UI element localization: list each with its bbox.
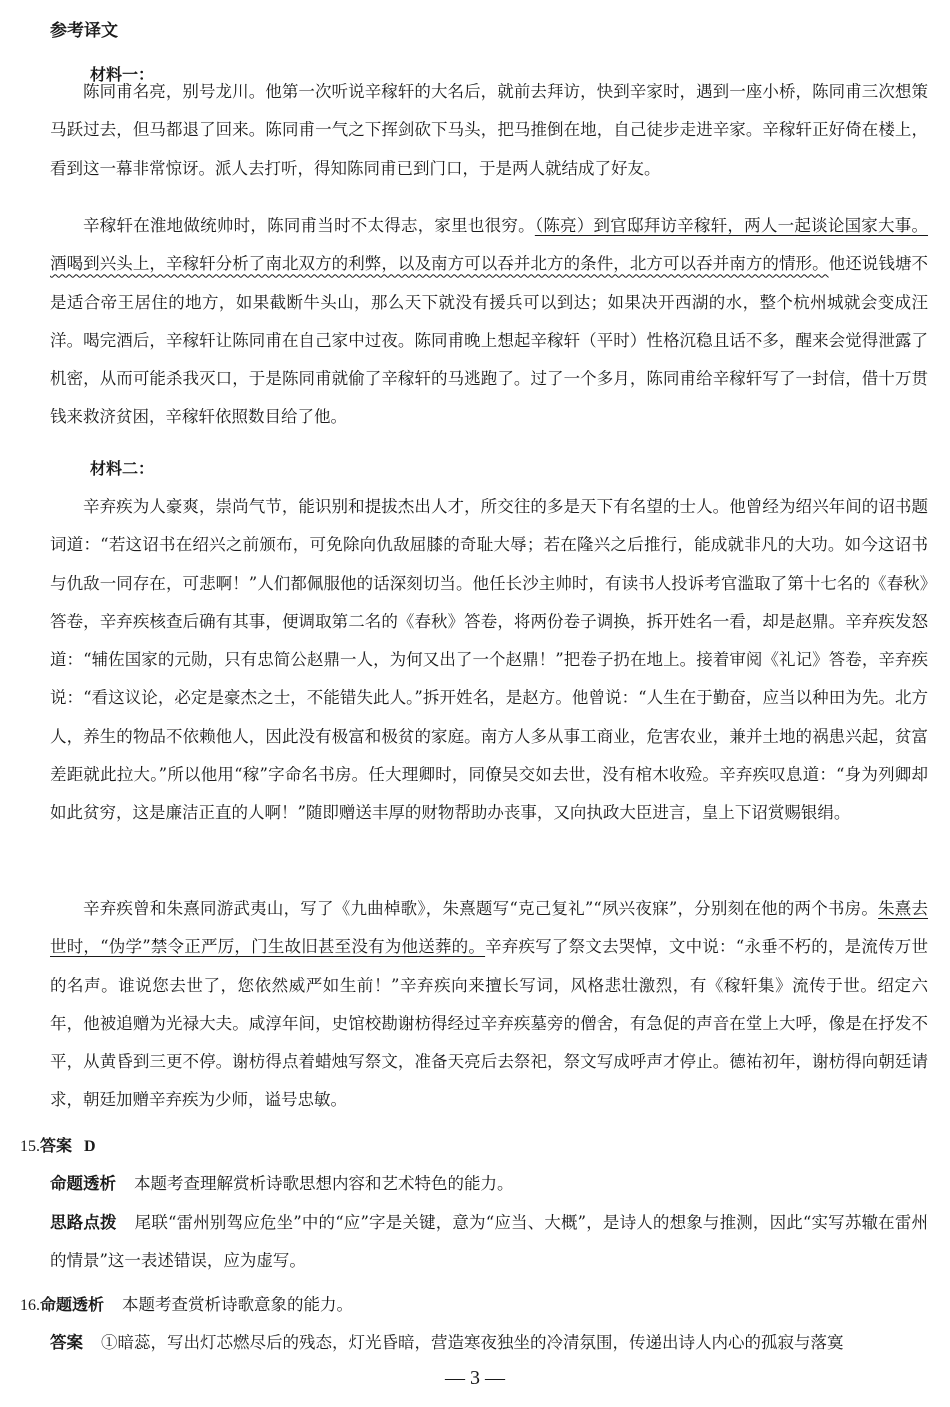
material-one-paragraph-1: 陈同甫名亮，别号龙川。他第一次听说辛稼轩的大名后，就前去拜访，快到辛家时，遇到一座小桥，陈同甫三次想策马跃过去，但马都退了回来。陈同甫一气之下挥剑砍下马头，把马推倒在地，自己徒步走进辛家。辛稼轩正好倚在楼上，看到这一幕非常惊讶。派人去打听，得知陈同甫已到门口，于是两人就结成了好友。 [50,82,928,178]
material-one-paragraph-2 [50,207,928,437]
question-number: 15. [20,1138,40,1155]
analysis-label: 命题透析 [50,1174,116,1193]
question-16-answer [50,1324,928,1362]
material-two-paragraph-1: 辛弃疾为人豪爽，崇尚气节，能识别和提拔杰出人才，所交往的多是天下有名望的士人。他曾经为绍兴年间的诏书题词道：“若这诏书在绍兴之前颁布，可免除向仇敌屈膝的奇耻大辱；若在隆兴之后推行，能成就非凡的大功。如今这诏书与仇敌一同存在，可悲啊！”人们都佩服他的话深刻切当。他任长沙主帅时，有读书人投诉考官滥取了第十七名的《春秋》答卷，辛弃疾核查后确有其事，便调取第二名的《春秋》答卷，将两份卷子调换，拆开姓名一看，却是赵鼎。辛弃疾发怒道：“辅佐国家的元勋，只有忠简公赵鼎一人，为何又出了一个赵鼎！”把卷子扔在地上。接着审阅《礼记》答卷，辛弃疾说：“看这议论，必定是豪杰之士，不能错失此人。”拆开姓名，是赵方。他曾说：“人生在于勤奋，应当以种田为先。北方人，养生的物品不依赖他人，因此没有极富和极贫的家庭。南方人多从事工商业，危害农业，兼并土地的祸患兴起，贫富差距就此拉大。”所以他用“稼”字命名书房。任大理卿时，同僚吴交如去世，没有棺木收殓。辛弃疾叹息道：“身为列卿却如此贫穷，这是廉洁正直的人啊！”随即赠送丰厚的财物帮助办丧事，又向执政大臣进言，皇上下诏赏赐银绢。 [50,497,928,823]
question-15-analysis [50,1165,928,1203]
section-heading: 参考译文 [50,21,118,41]
page-number: — 3 — [445,1367,505,1389]
hint-label: 思路点拨 [50,1213,117,1232]
text-run: 辛弃疾写了祭文去哭悼，文中说：“永垂不朽的，是流传万世的名声。谁说您去世了，您依然威严如生前！”辛弃疾向来擅长写词，风格悲壮激烈，有《稼轩集》流传于世。绍定六年，他被追赠为光禄大夫。咸淳年间，史馆校勘谢枋得经过辛弃疾墓旁的僧舍，有急促的声音在堂上大呼，像是在抒发不平，从黄昏到三更不停。谢枋得点着蜡烛写祭文，准备天亮后去祭祀，祭文写成呼声才停止。德祐初年，谢枋得向朝廷请求，朝廷加赠辛弃疾为少师，谥号忠敏。 [50,937,929,1110]
text-run: 辛稼轩在淮地做统帅时，陈同甫当时不太得志，家里也很穷。 [83,216,535,235]
text-run: 他还说钱塘不是适合帝王居住的地方，如果截断牛头山，那么天下就没有援兵可以到达；如果决开西湖的水，整个杭州城就会变成汪洋。喝完酒后，辛稼轩让陈同甫在自己家中过夜。陈同甫晚上想起辛稼轩（平时）性格沉稳且话不多，醒来会觉得泄露了机密，从而可能杀我灭口，于是陈同甫就偷了辛稼轩的马逃跑了。过了一个多月，陈同甫给辛稼轩写了一封信，借十万贯钱来救济贫困，辛稼轩依照数目给了他。 [50,254,929,427]
underlined-sentence: （陈亮）到官邸拜访辛稼轩，两人一起谈论国家大事。 [534,216,929,235]
analysis-text: 本题考查理解赏析诗歌思想内容和艺术特色的能力。 [134,1174,514,1193]
answer-text: ①暗蕊，写出灯芯燃尽后的残态，灯光昏暗，营造寒夜独坐的冷清氛围，传递出诗人内心的孤寂与落寞 [101,1333,844,1352]
hint-text: 尾联“雷州别驾应危坐”中的“应”字是关键，意为“应当、大概”，是诗人的想象与推测，因此“实写苏辙在雷州的情景”这一表述错误，应为虚写。 [50,1213,928,1271]
answer-label: 答案 [40,1136,73,1155]
wavy-underlined-sentence: 酒喝到兴头上，辛稼轩分析了南北双方的利弊，以及南方可以吞并北方的条件，北方可以吞并南方的情形。 [50,254,829,274]
material-one-title: 材料一： [90,65,155,84]
analysis-label: 命题透析 [40,1295,105,1314]
analysis-text: 本题考查赏析诗歌意象的能力。 [122,1295,354,1314]
question-16-analysis-line [20,1286,353,1325]
answer-label: 答案 [50,1333,83,1352]
question-15-answer-line [20,1127,96,1166]
underlined-sentence: 朱熹去世时，“伪学”禁令正严厉，门生故旧甚至没有为他送葬的。 [50,899,928,957]
question-number: 16. [20,1297,40,1314]
material-two-paragraph-2 [50,890,928,1120]
answer-value: D [84,1138,96,1155]
material-two-title: 材料二： [90,459,155,478]
question-15-hint [50,1204,928,1281]
text-run: 辛弃疾曾和朱熹同游武夷山，写了《九曲棹歌》，朱熹题写“克己复礼”“夙兴夜寐”，分别刻在他的两个书房。 [83,899,879,918]
